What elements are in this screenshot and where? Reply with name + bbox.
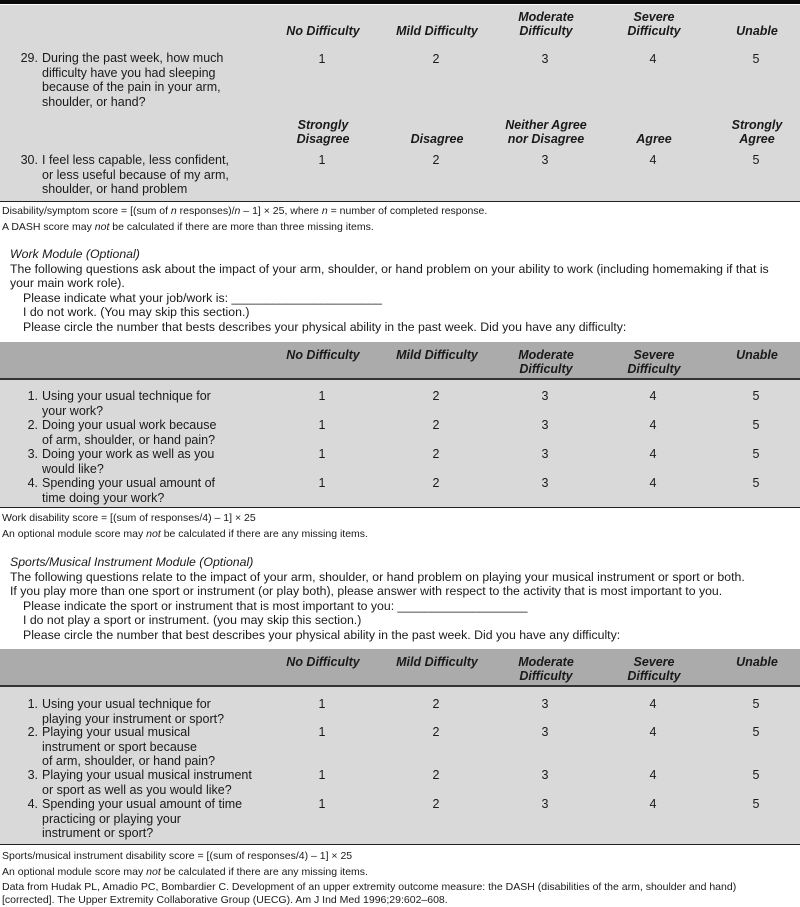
option-1[interactable]: 1 bbox=[318, 418, 326, 432]
question-line: playing your instrument or sport? bbox=[42, 711, 225, 726]
option-1[interactable]: 1 bbox=[318, 697, 326, 711]
option-2[interactable]: 2 bbox=[432, 476, 440, 490]
sports-instruction: Please circle the number that best describes your physical ability in the past week. Did you have any difficulty: bbox=[23, 627, 621, 642]
option-4[interactable]: 4 bbox=[649, 418, 657, 432]
option-1[interactable]: 1 bbox=[318, 725, 326, 739]
sports-module-description-2: If you play more than one sport or instrument (or play both), please answer with respect to the activity that is most important to you. bbox=[10, 584, 723, 598]
option-5[interactable]: 5 bbox=[752, 797, 760, 811]
work-table-bottom-rule bbox=[0, 507, 800, 508]
header-strongly-disagree: Strongly Disagree bbox=[296, 118, 350, 146]
option-5[interactable]: 5 bbox=[752, 697, 760, 711]
option-1[interactable]: 1 bbox=[318, 52, 326, 66]
sports-score-formula: Sports/musical instrument disability score = [(sum of responses/4) – 1] × 25 bbox=[2, 850, 353, 862]
option-4[interactable]: 4 bbox=[649, 153, 657, 167]
sports-table-bottom-rule bbox=[0, 844, 800, 845]
table-bottom-rule bbox=[0, 201, 800, 202]
option-1[interactable]: 1 bbox=[318, 476, 326, 490]
work-instruction: Please circle the number that bests describes your physical ability in the past week. Did you have any difficulty: bbox=[23, 319, 627, 334]
header-no-difficulty: No Difficulty bbox=[286, 348, 360, 362]
option-5[interactable]: 5 bbox=[752, 725, 760, 739]
option-5[interactable]: 5 bbox=[752, 447, 760, 461]
sports-missing-note: An optional module score may not be calculated if there are any missing items. bbox=[2, 866, 368, 878]
option-4[interactable]: 4 bbox=[649, 447, 657, 461]
question-line: Doing your usual work because bbox=[42, 418, 217, 432]
header-mild-difficulty: Mild Difficulty bbox=[396, 655, 478, 669]
question-line: of arm, shoulder, or hand pain? bbox=[42, 432, 216, 447]
option-2[interactable]: 2 bbox=[432, 418, 440, 432]
header-severe-difficulty: Severe Difficulty bbox=[627, 655, 681, 683]
job-input-prompt[interactable]: Please indicate what your job/work is: ______________________ bbox=[23, 290, 382, 305]
header-unable: Unable bbox=[736, 24, 778, 38]
header-disagree: Disagree bbox=[410, 132, 464, 146]
dash-missing-note: A DASH score may not be calculated if there are more than three missing items. bbox=[2, 221, 374, 233]
header-no-difficulty: No Difficulty bbox=[286, 655, 360, 669]
work-module-title: Work Module (Optional) bbox=[10, 247, 140, 261]
option-5[interactable]: 5 bbox=[752, 52, 760, 66]
work-score-formula: Work disability score = [(sum of responses/4) – 1] × 25 bbox=[2, 512, 256, 524]
sports-module-intro bbox=[10, 555, 795, 642]
option-3[interactable]: 3 bbox=[541, 768, 549, 782]
option-5[interactable]: 5 bbox=[752, 768, 760, 782]
option-2[interactable]: 2 bbox=[432, 725, 440, 739]
question-line: time doing your work? bbox=[42, 490, 165, 505]
question-line: Playing your usual musical instrument bbox=[42, 768, 252, 782]
option-2[interactable]: 2 bbox=[432, 153, 440, 167]
question-line: Using your usual technique for bbox=[42, 389, 211, 403]
option-1[interactable]: 1 bbox=[318, 768, 326, 782]
question-line: Spending your usual amount of bbox=[42, 476, 216, 490]
header-severe-difficulty: Severe Difficulty bbox=[627, 348, 681, 376]
option-4[interactable]: 4 bbox=[649, 697, 657, 711]
option-3[interactable]: 3 bbox=[541, 153, 549, 167]
sports-module-title: Sports/Musical Instrument Module (Optional) bbox=[10, 555, 254, 569]
citation: Data from Hudak PL, Amadio PC, Bombardier C. Development of an upper extremity outcome measure: the DASH (disabilities of the arm, shoulder and hand) [corrected]. The Upper Extremity Collaborative Group (UECG). Am J Ind Med 1996;29:602–608. bbox=[2, 881, 737, 906]
question-line: Playing your usual musical bbox=[42, 725, 190, 739]
question-number: 1. bbox=[27, 389, 38, 403]
option-2[interactable]: 2 bbox=[432, 768, 440, 782]
header-unable: Unable bbox=[736, 348, 778, 362]
question-number: 2. bbox=[27, 725, 38, 739]
top-border bbox=[0, 0, 800, 4]
question-line: your work? bbox=[42, 403, 104, 418]
option-4[interactable]: 4 bbox=[649, 476, 657, 490]
option-1[interactable]: 1 bbox=[318, 389, 326, 403]
option-4[interactable]: 4 bbox=[649, 768, 657, 782]
question-number: 3. bbox=[27, 447, 38, 461]
header-unable: Unable bbox=[736, 655, 778, 669]
question-line: instrument or sport? bbox=[42, 826, 154, 840]
option-3[interactable]: 3 bbox=[541, 52, 549, 66]
option-4[interactable]: 4 bbox=[649, 389, 657, 403]
work-module-intro bbox=[10, 247, 795, 334]
option-3[interactable]: 3 bbox=[541, 797, 549, 811]
option-4[interactable]: 4 bbox=[649, 725, 657, 739]
option-4[interactable]: 4 bbox=[649, 52, 657, 66]
dash-score-formula: Disability/symptom score = [(sum of n responses)/n – 1] × 25, where n = number of completed response. bbox=[2, 205, 488, 217]
option-1[interactable]: 1 bbox=[318, 797, 326, 811]
question-number: 4. bbox=[27, 476, 38, 490]
header-mild-difficulty: Mild Difficulty bbox=[396, 24, 478, 38]
work-module-description: The following questions ask about the impact of your arm, shoulder, or hand problem on your ability to work (including homemaking if that is your main work role). bbox=[10, 261, 769, 290]
option-3[interactable]: 3 bbox=[541, 697, 549, 711]
work-skip-option[interactable]: I do not work. (You may skip this section.) bbox=[23, 305, 250, 319]
header-moderate-difficulty: Moderate Difficulty bbox=[518, 10, 574, 38]
header-moderate-difficulty: Moderate Difficulty bbox=[518, 655, 574, 683]
sports-module-description-1: The following questions relate to the impact of your arm, shoulder, or hand problem on playing your musical instrument or sport or both. bbox=[10, 569, 745, 584]
header-agree: Agree bbox=[636, 132, 672, 146]
option-1[interactable]: 1 bbox=[318, 447, 326, 461]
header-moderate-difficulty: Moderate Difficulty bbox=[518, 348, 574, 376]
option-2[interactable]: 2 bbox=[432, 389, 440, 403]
work-missing-note: An optional module score may not be calculated if there are any missing items. bbox=[2, 528, 368, 540]
option-3[interactable]: 3 bbox=[541, 389, 549, 403]
question-number: 1. bbox=[27, 697, 38, 711]
question-line: Doing your work as well as you bbox=[42, 447, 215, 461]
option-2[interactable]: 2 bbox=[432, 697, 440, 711]
header-mild-difficulty: Mild Difficulty bbox=[396, 348, 478, 362]
question-line: or sport as well as you would like? bbox=[42, 782, 232, 797]
question-line: Using your usual technique for bbox=[42, 697, 211, 711]
question-line: practicing or playing your bbox=[42, 811, 181, 826]
option-2[interactable]: 2 bbox=[432, 447, 440, 461]
question-line: of arm, shoulder, or hand pain? bbox=[42, 754, 216, 768]
option-5[interactable]: 5 bbox=[752, 389, 760, 403]
sports-skip-option[interactable]: I do not play a sport or instrument. (you may skip this section.) bbox=[23, 613, 362, 627]
question-line: would like? bbox=[42, 461, 104, 476]
question-number: 4. bbox=[27, 797, 38, 811]
option-1[interactable]: 1 bbox=[318, 153, 326, 167]
option-3[interactable]: 3 bbox=[541, 418, 549, 432]
option-3[interactable]: 3 bbox=[541, 725, 549, 739]
sport-input-prompt[interactable]: Please indicate the sport or instrument that is most important to you: ___________________ bbox=[23, 598, 528, 613]
option-2[interactable]: 2 bbox=[432, 797, 440, 811]
header-strongly-agree: Strongly Agree bbox=[731, 118, 783, 146]
header-severe-difficulty: Severe Difficulty bbox=[627, 10, 681, 38]
option-3[interactable]: 3 bbox=[541, 447, 549, 461]
option-5[interactable]: 5 bbox=[752, 476, 760, 490]
option-5[interactable]: 5 bbox=[752, 418, 760, 432]
question-line: instrument or sport because bbox=[42, 739, 197, 754]
header-neither: Neither Agree nor Disagree bbox=[505, 118, 587, 146]
option-4[interactable]: 4 bbox=[649, 797, 657, 811]
option-3[interactable]: 3 bbox=[541, 476, 549, 490]
question-number: 2. bbox=[27, 418, 38, 432]
option-2[interactable]: 2 bbox=[432, 52, 440, 66]
question-line: Spending your usual amount of time bbox=[42, 797, 243, 811]
header-no-difficulty: No Difficulty bbox=[286, 24, 360, 38]
option-5[interactable]: 5 bbox=[752, 153, 760, 167]
question-number: 3. bbox=[27, 768, 38, 782]
